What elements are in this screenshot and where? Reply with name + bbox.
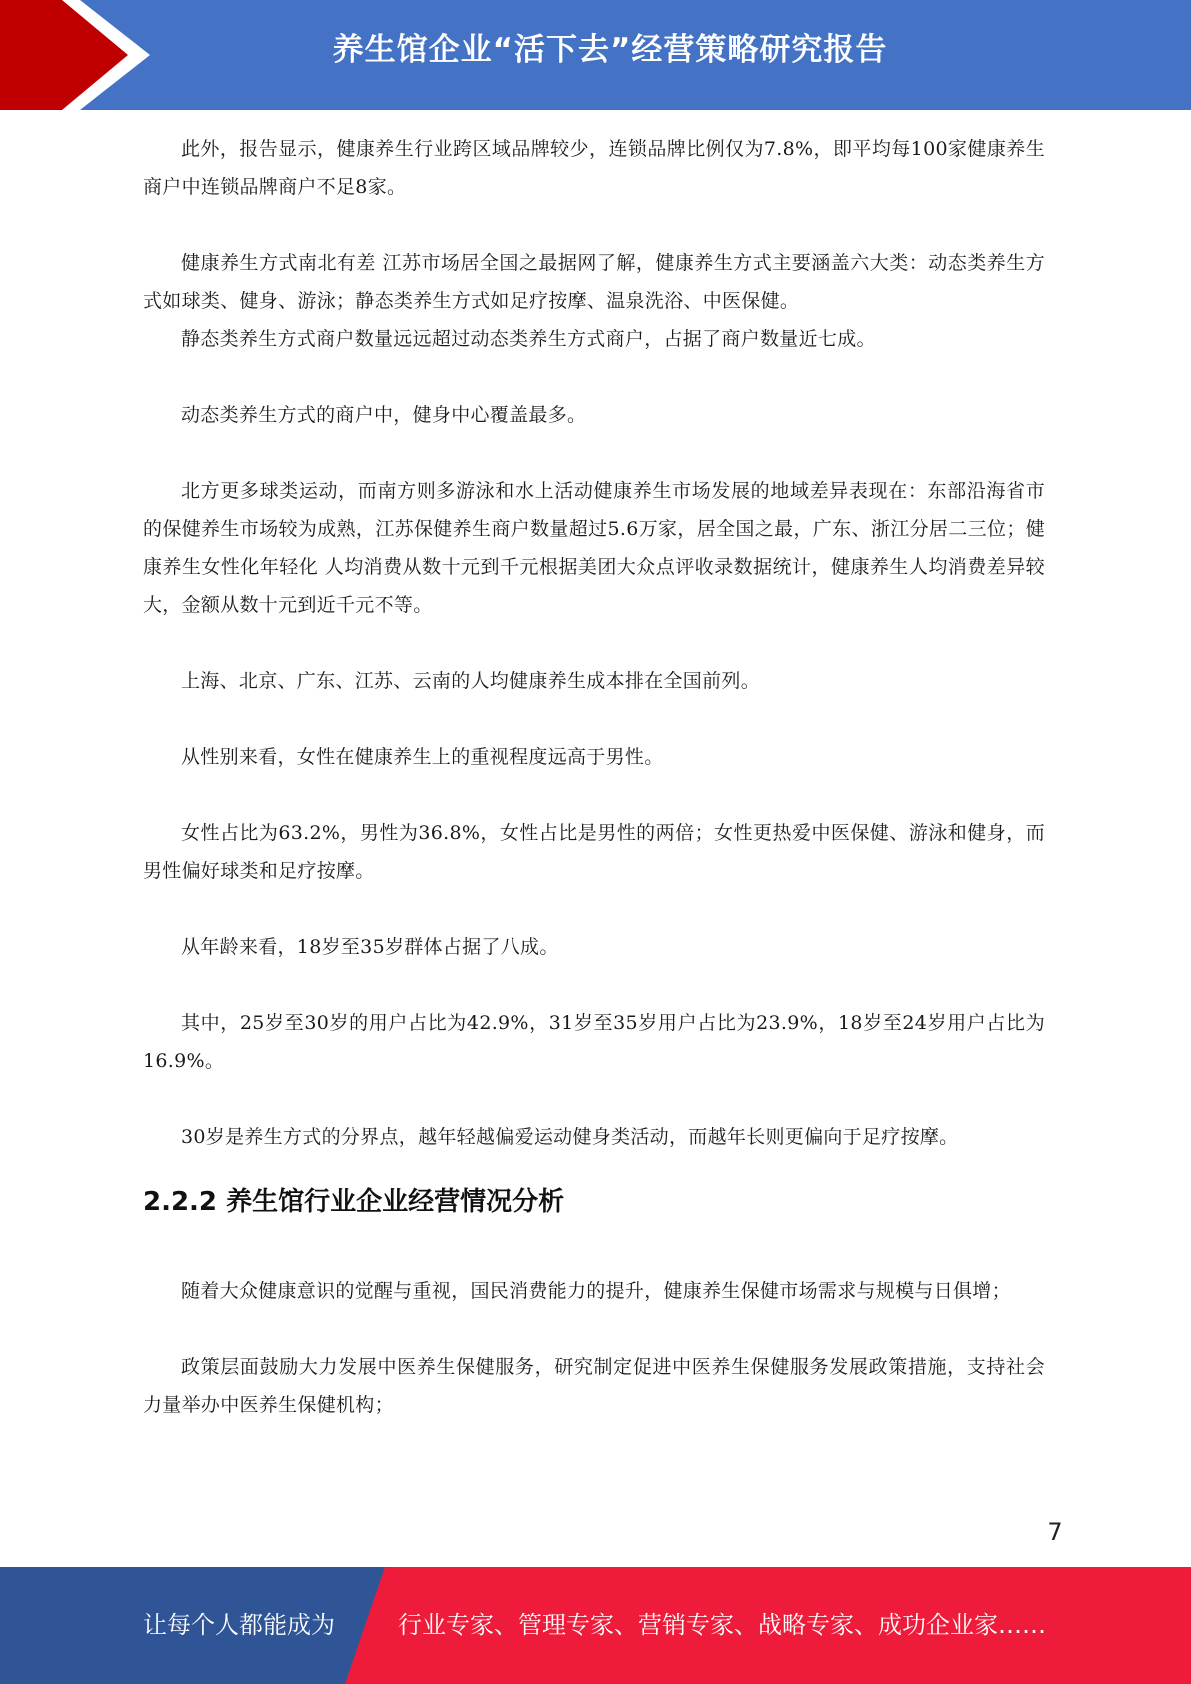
page-footer — [0, 1567, 1191, 1684]
paragraph: 从年龄来看，18岁至35岁群体占据了八成。 — [181, 936, 559, 958]
paragraph: 女性占比为63.2%，男性为36.8%，女性占比是男性的两倍；女性更热爱中医保健、游泳和健身，而男性偏好球类和足疗按摩。 — [143, 822, 1045, 882]
footer-slogan-left: 让每个人都能成为 — [143, 1611, 335, 1639]
paragraph: 此外，报告显示，健康养生行业跨区域品牌较少，连锁品牌比例仅为7.8%，即平均每100家健康养生商户中连锁品牌商户不足8家。 — [143, 138, 1045, 198]
page-header — [0, 0, 1191, 110]
paragraph: 北方更多球类运动，而南方则多游泳和水上活动健康养生市场发展的地域差异表现在：东部沿海省市的保健养生市场较为成熟，江苏保健养生商户数量超过5.6万家，居全国之最，广东、浙江分居二三位；健康养生女性化年轻化 人均消费从数十元到千元根据美团大众点评收录数据统计，健康养生人均消费差异较大，金额从数十元到近千元不等。 — [143, 480, 1045, 616]
paragraph: 静态类养生方式商户数量远远超过动态类养生方式商户，占据了商户数量近七成。 — [181, 328, 876, 350]
paragraph: 健康养生方式南北有差 江苏市场居全国之最据网了解，健康养生方式主要涵盖六大类：动态类养生方式如球类、健身、游泳；静态类养生方式如足疗按摩、温泉洗浴、中医保健。 — [143, 252, 1045, 312]
section-heading: 2.2.2 养生馆行业企业经营情况分析 — [143, 1187, 565, 1217]
paragraph: 上海、北京、广东、江苏、云南的人均健康养生成本排在全国前列。 — [181, 670, 761, 692]
paragraph: 30岁是养生方式的分界点，越年轻越偏爱运动健身类活动，而越年长则更偏向于足疗按摩。 — [181, 1126, 959, 1148]
paragraph: 其中，25岁至30岁的用户占比为42.9%，31岁至35岁用户占比为23.9%，18岁至24岁用户占比为16.9%。 — [143, 1012, 1045, 1072]
header-arrow-icon — [0, 0, 160, 110]
paragraph: 随着大众健康意识的觉醒与重视，国民消费能力的提升，健康养生保健市场需求与规模与日俱增； — [181, 1280, 1011, 1302]
report-title: 养生馆企业“活下去”经营策略研究报告 — [332, 32, 888, 68]
page-number: 7 — [1047, 1518, 1063, 1546]
footer-slogan-right: 行业专家、管理专家、营销专家、战略专家、成功企业家…… — [398, 1611, 1046, 1639]
paragraph: 政策层面鼓励大力发展中医养生保健服务，研究制定促进中医养生保健服务发展政策措施，支持社会力量举办中医养生保健机构； — [143, 1356, 1045, 1416]
paragraph: 从性别来看，女性在健康养生上的重视程度远高于男性。 — [181, 746, 664, 768]
document-body — [143, 130, 1045, 1424]
paragraph: 动态类养生方式的商户中，健身中心覆盖最多。 — [181, 404, 587, 426]
